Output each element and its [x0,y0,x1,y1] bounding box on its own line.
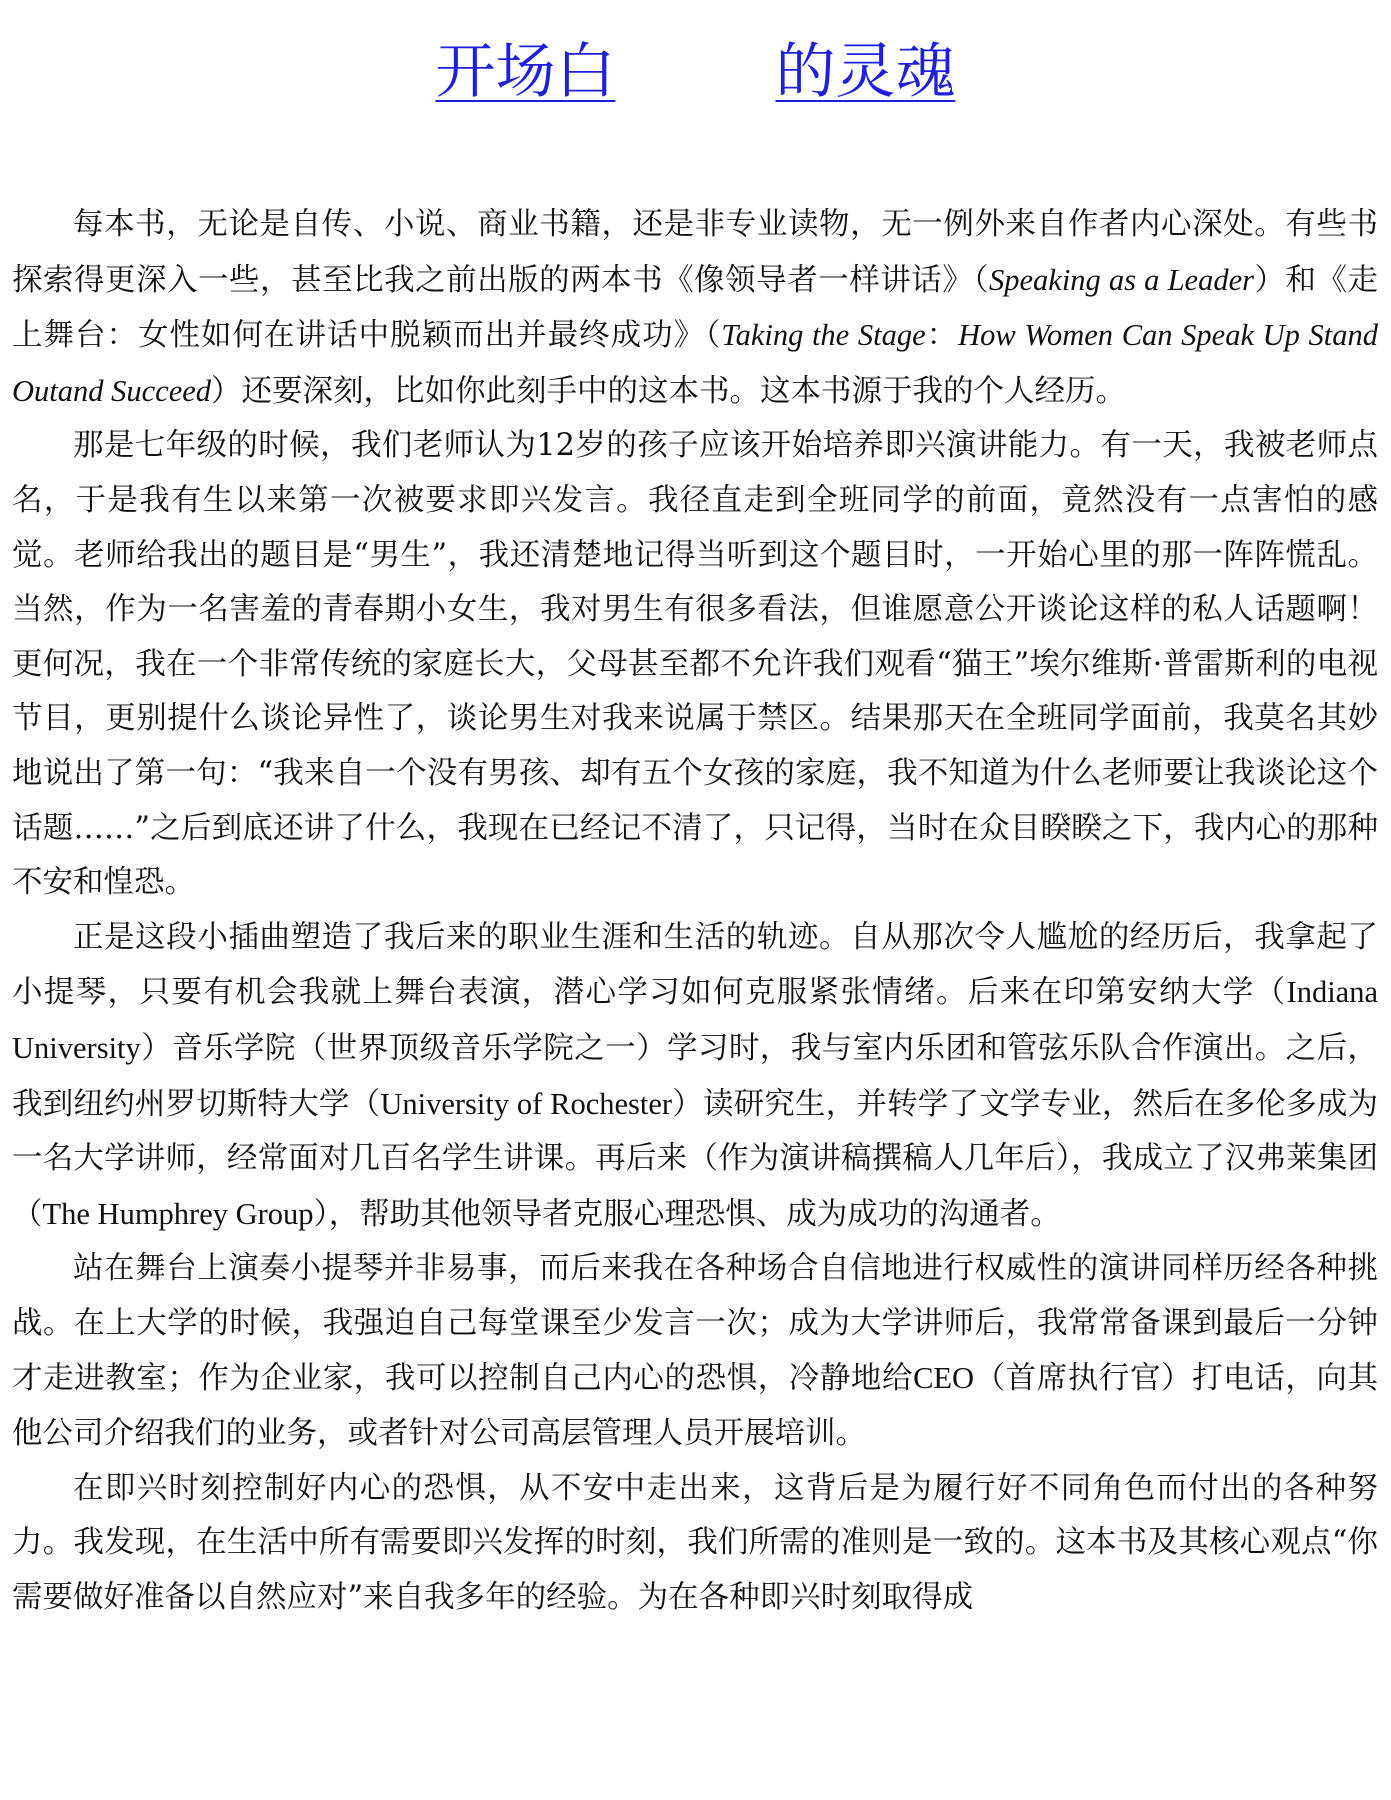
paragraph-3-text-d: ），帮助其他领导者克服心理恐惧、成为成功的沟通者。 [313,1196,1061,1232]
paragraph-4 [12,1242,1378,1461]
name-the-humphrey-group: The Humphrey Group [42,1196,314,1231]
paragraph-3-text-c: ）读研究生，并转学了文学专业，然后在多伦多成为一名大学讲师，经常面对几百名学生讲课。再后来（作为演讲稿撰稿人几年后），我成立了汉弗莱集团（ [12,1086,1379,1232]
name-university-of-rochester: University of Rochester [380,1086,673,1121]
paragraph-1 [12,198,1378,419]
paragraph-4-text-b: （首席执行官）打电话，向其他公司介绍我们的业务，或者针对公司高层管理人员开展培训。 [12,1361,1379,1452]
paragraph-2: 那是七年级的时候，我们老师认为12岁的孩子应该开始培养即兴演讲能力。有一天，我被老师点名，于是我有生以来第一次被要求即兴发言。我径直走到全班同学的前面，竟然没有一点害怕的感觉。老师给我出的题目是“男生”，我还清楚地记得当听到这个题目时，一开始心里的那一阵阵慌乱。当然，作为一名害羞的青春期小女生，我对男生有很多看法，但谁愿意公开谈论这样的私人话题啊！更何况，我在一个非常传统的家庭长大，父母甚至都不允许我们观看“猫王”埃尔维斯·普雷斯利的电视节目，更别提什么谈论异性了，谈论男生对我来说属于禁区。结果那天在全班同学面前，我莫名其妙地说出了第一句：“我来自一个没有男孩、却有五个女孩的家庭，我不知道为什么老师要让我谈论这个话题……”之后到底还讲了什么，我现在已经记不清了，只记得，当时在众目睽睽之下，我内心的那种不安和惶恐。 [12,428,1378,901]
paragraph-3-text-a: 正是这段小插曲塑造了我后来的职业生涯和生活的轨迹。自从那次令人尴尬的经历后，我拿起了小提琴，只要有机会我就上舞台表演，潜心学习如何克服紧张情绪。后来在印第安纳大学（ [12,919,1378,1011]
paragraph-5: 在即兴时刻控制好内心的恐惧，从不安中走出来，这背后是为履行好不同角色而付出的各种努力。我发现，在生活中所有需要即兴发挥的时刻，我们所需的准则是一致的。这本书及其核心观点“你需要做好准备以自然应对”来自我多年的经验。为在各种即兴时刻取得成 [12,1470,1378,1615]
abbr-ceo: CEO [913,1361,975,1396]
book-title-speaking-as-a-leader: Speaking as a Leader [989,262,1254,297]
title-link-part1[interactable]: 开场白 [435,37,616,107]
title-link-part2[interactable]: 的灵魂 [775,37,956,107]
page-title [0,32,1391,112]
paragraph-1-text-c: ： [925,318,959,354]
book-subtitle-how-women-can-speak-up: How Women Can Speak Up Stand Outand Succeed [12,318,1379,408]
paragraph-3 [12,911,1378,1243]
body-text [12,198,1378,1625]
paragraph-1-text-d: ）还要深刻，比如你此刻手中的这本书。这本书源于我的个人经历。 [211,373,1127,409]
paragraph-4-text-a: 站在舞台上演奏小提琴并非易事，而后来我在各种场合自信地进行权威性的演讲同样历经各种挑战。在上大学的时候，我强迫自己每堂课至少发言一次；成为大学讲师后，我常常备课到最后一分钟才走进教室；作为企业家，我可以控制自己内心的恐惧，冷静地给 [12,1251,1378,1397]
paragraph-3-text-b: ）音乐学院（世界顶级音乐学院之一）学习时，我与室内乐团和管弦乐队合作演出。之后，我到纽约州罗切斯特大学（ [12,1030,1378,1122]
paragraph-1-text-b: ）和《走上舞台：女性如何在讲话中脱颖而出并最终成功》（ [12,262,1379,354]
paragraph-1-text-a: 每本书，无论是自传、小说、商业书籍，还是非专业读物，无一例外来自作者内心深处。有些书探索得更深入一些，甚至比我之前出版的两本书《像领导者一样讲话》（ [12,207,1378,298]
name-indiana-university: Indiana University [12,975,1378,1065]
book-title-taking-the-stage: Taking the Stage [721,318,926,353]
